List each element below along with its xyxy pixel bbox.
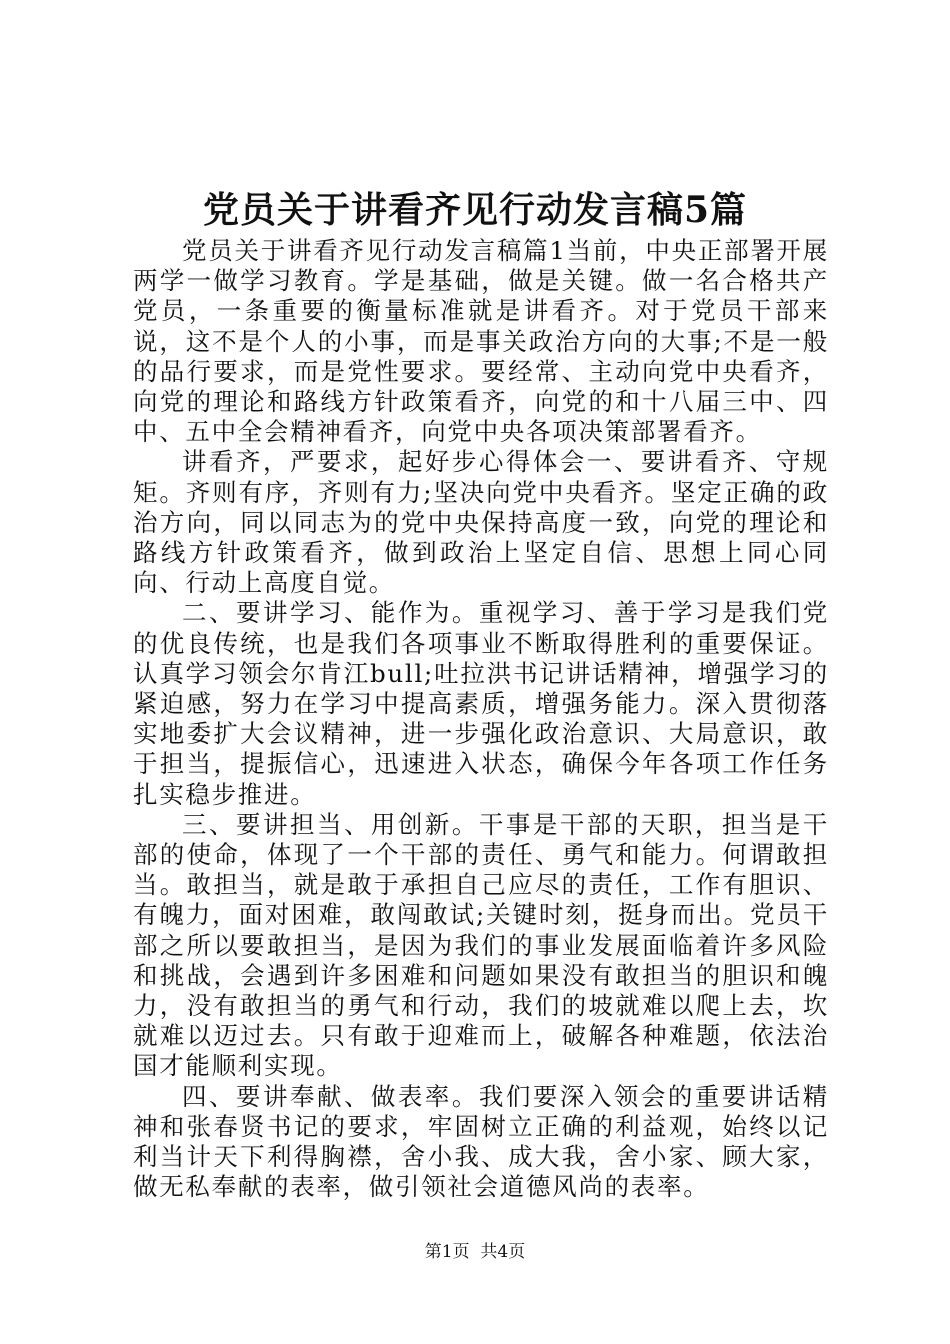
- page-number: 第1页: [424, 1242, 470, 1262]
- document-title: 党员关于讲看齐见行动发言稿5篇: [202, 189, 748, 231]
- document-body: [133, 236, 829, 1203]
- paragraph-4: 三、要讲担当、用创新。干事是干部的天职，担当是干部的使命，体现了一个干部的责任、勇气和能力。何谓敢担当。敢担当，就是敢于承担自己应尽的责任，工作有胆识、有魄力，面对困难，敢闯敢试;关键时刻，挺身而出。党员干部之所以要敢担当，是因为我们的事业发展面临着许多风险和挑战，会遇到许多困难和问题如果没有敢担当的胆识和魄力，没有敢担当的勇气和行动，我们的坡就难以爬上去，坎就难以迈过去。只有敢于迎难而上，破解各种难题，依法治国才能顺利实现。: [133, 809, 829, 1081]
- total-pages: 共4页: [480, 1242, 526, 1262]
- paragraph-3: 二、要讲学习、能作为。重视学习、善于学习是我们党的优良传统，也是我们各项事业不断取得胜利的重要保证。认真学习领会尔肯江bull;吐拉洪书记讲话精神，增强学习的紧迫感，努力在学习中提高素质，增强务能力。深入贯彻落实地委扩大会议精神，进一步强化政治意识、大局意识，敢于担当，提振信心，迅速进入状态，确保今年各项工作任务扎实稳步推进。: [133, 598, 829, 809]
- paragraph-1: 党员关于讲看齐见行动发言稿篇1当前，中央正部署开展两学一做学习教育。学是基础，做是关键。做一名合格共产党员，一条重要的衡量标准就是讲看齐。对于党员干部来说，这不是个人的小事，而是事关政治方向的大事;不是一般的品行要求，而是党性要求。要经常、主动向党中央看齐，向党的理论和路线方针政策看齐，向党的和十八届三中、四中、五中全会精神看齐，向党中央各项决策部署看齐。: [133, 236, 829, 447]
- paragraph-5: 四、要讲奉献、做表率。我们要深入领会的重要讲话精神和张春贤书记的要求，牢固树立正确的利益观，始终以记利当计天下利得胸襟，舍小我、成大我，舍小家、顾大家，做无私奉献的表率，做引领社会道德风尚的表率。: [133, 1081, 829, 1202]
- footer-separator: [470, 1242, 481, 1262]
- page-footer: [0, 1240, 950, 1264]
- paragraph-2: 讲看齐，严要求，起好步心得体会一、要讲看齐、守规矩。齐则有序，齐则有力;坚决向党中央看齐。坚定正确的政治方向，同以同志为的党中央保持高度一致，向党的理论和路线方针政策看齐，做到政治上坚定自信、思想上同心同向、行动上高度自觉。: [133, 447, 829, 598]
